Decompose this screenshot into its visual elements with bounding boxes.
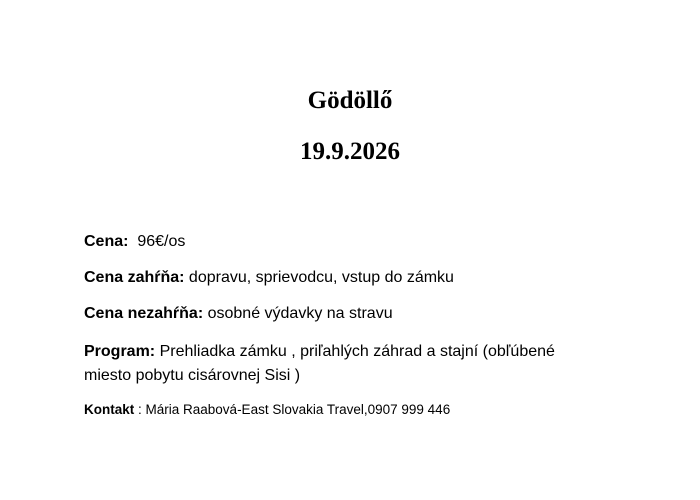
price-row	[84, 230, 644, 254]
includes-value: dopravu, sprievodcu, vstup do zámku	[188, 269, 454, 286]
program-label: Program:	[84, 343, 156, 360]
contact-row	[84, 400, 644, 420]
excludes-row	[84, 302, 644, 326]
contact-value: : Mária Raabová-East Slovakia Travel,0907 999 446	[138, 402, 451, 417]
program-value-line2: miesto pobytu cisárovnej Sisi )	[84, 367, 301, 384]
price-label: Cena:	[84, 233, 129, 250]
excludes-value: osobné výdavky na stravu	[207, 305, 393, 322]
includes-row	[84, 266, 644, 290]
event-date: 19.9.2026	[300, 138, 400, 165]
price-value: 96€/os	[137, 233, 186, 250]
program-row	[84, 340, 644, 388]
includes-label: Cena zahŕňa:	[84, 269, 185, 286]
contact-label: Kontakt	[84, 402, 135, 417]
program-value-line1: Prehliadka zámku , priľahlých záhrad a stajní (obľúbené	[159, 343, 555, 360]
excludes-label: Cena nezahŕňa:	[84, 305, 204, 322]
page-title: Gödöllő	[307, 87, 393, 114]
